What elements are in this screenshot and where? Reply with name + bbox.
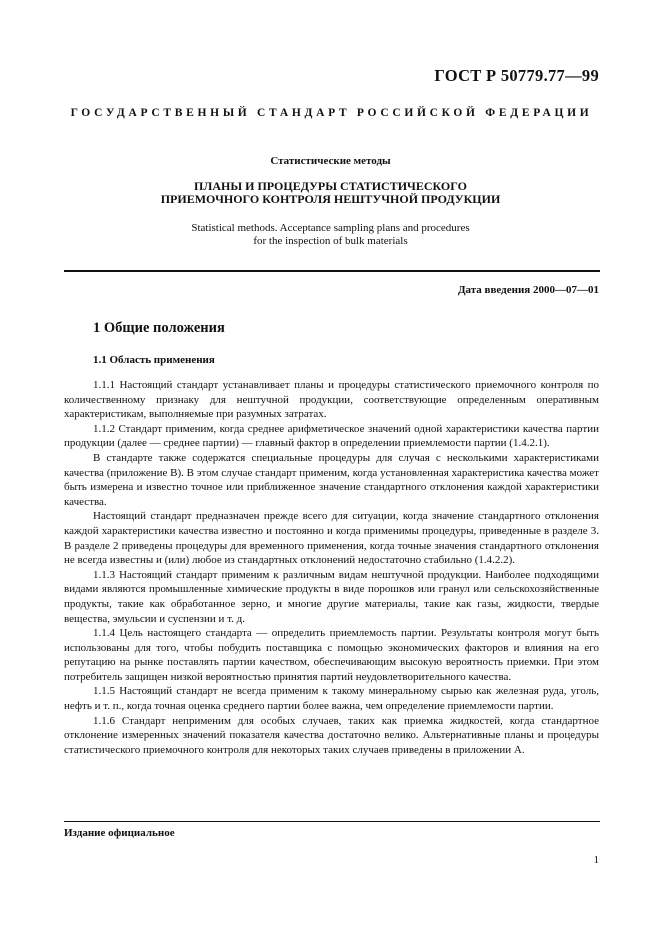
title-ru-line: ПЛАНЫ И ПРОЦЕДУРЫ СТАТИСТИЧЕСКОГО — [194, 179, 467, 193]
state-standard-banner: ГОСУДАРСТВЕННЫЙ СТАНДАРТ РОССИЙСКОЙ ФЕДЕРАЦИИ — [70, 107, 593, 119]
paragraph: Настоящий стандарт предназначен прежде всего для ситуации, когда значение стандартного отклонения каждой характеристики качества известно и постоянно и когда применимы процедуры, приведенные в разделе 3. В разделе 2 приведены процедуры для временного применения, когда точные значения стандартного отклонения не всегда известны и (или) любое из стандартных отклонений недостаточно стабильно (1.4.2.2). — [64, 510, 599, 567]
body-text — [64, 378, 599, 757]
title-en-line: for the inspection of bulk materials — [253, 235, 408, 247]
header-divider — [64, 270, 600, 272]
paragraph: 1.1.5 Настоящий стандарт не всегда применим к такому минеральному сырью как железная руда, уголь, нефть и т. п., когда точная оценка среднего партии более важна, чем определение приемлемости партии. — [64, 685, 599, 713]
paragraph: 1.1.6 Стандарт неприменим для особых случаев, таких как приемка жидкостей, когда стандартное отклонение измеренных значений показателя качества достаточно велико. Альтернативные планы и процедуры статистического приемочного контроля для некоторых таких случаев приведены в приложении А. — [64, 714, 599, 756]
footer-divider — [64, 821, 600, 822]
page-number: 1 — [593, 854, 599, 866]
document-title-ru — [100, 180, 561, 206]
paragraph: 1.1.3 Настоящий стандарт применим к различным видам нештучной продукции. Наиболее подходящими видами являются промышленные химические продукты в виде порошков или гранул или сельскохозяйственные продукты, такие как обработанное зерно, и многие другие материалы, такие как газы, жидкости, твердые вещества, эмульсии и суспензии и т. д. — [64, 568, 599, 625]
document-title-en — [100, 222, 561, 248]
paragraph: 1.1.4 Цель настоящего стандарта — определить приемлемость партии. Результаты контроля могут быть использованы для того, чтобы побудить поставщика с помощью экономических факторов и влияния на его репутацию на рынке поставлять партии качеством, обеспечивающим высокую вероятность приемки. При этом потребитель защищен низкой вероятностью принятия партий неудовлетворительного качества. — [64, 627, 599, 683]
standard-code: ГОСТ Р 50779.77—99 — [434, 66, 599, 85]
introduction-date: Дата введения 2000—07—01 — [457, 284, 599, 296]
title-ru-line: ПРИЕМОЧНОГО КОНТРОЛЯ НЕШТУЧНОЙ ПРОДУКЦИИ — [160, 192, 501, 206]
paragraph: В стандарте также содержатся специальные процедуры для случая с несколькими характеристиками качества (приложение В). В этом случае стандарт применим, когда установленная характеристика качества может быть измерена и известно точное или приближенное значение стандартного отклонения каждой характеристики качества. — [64, 451, 599, 508]
edition-note: Издание официальное — [64, 827, 175, 839]
paragraph: 1.1.2 Стандарт применим, когда среднее арифметическое значений одной характеристики качества партии продукции (далее — среднее партии) — главный фактор в определении приемлемости партии (1.4.2.1). — [64, 422, 599, 450]
paragraph: 1.1.1 Настоящий стандарт устанавливает планы и процедуры статистического приемочного контроля по количественному признаку для нештучной продукции, соответствующие определенным оперативным характеристикам, выполняемые при разумных затратах. — [64, 379, 599, 421]
subject-heading: Статистические методы — [270, 155, 391, 167]
section-heading: 1 Общие положения — [93, 320, 225, 336]
subsection-heading: 1.1 Область применения — [93, 354, 215, 366]
title-en-line: Statistical methods. Acceptance sampling plans and procedures — [191, 222, 470, 234]
